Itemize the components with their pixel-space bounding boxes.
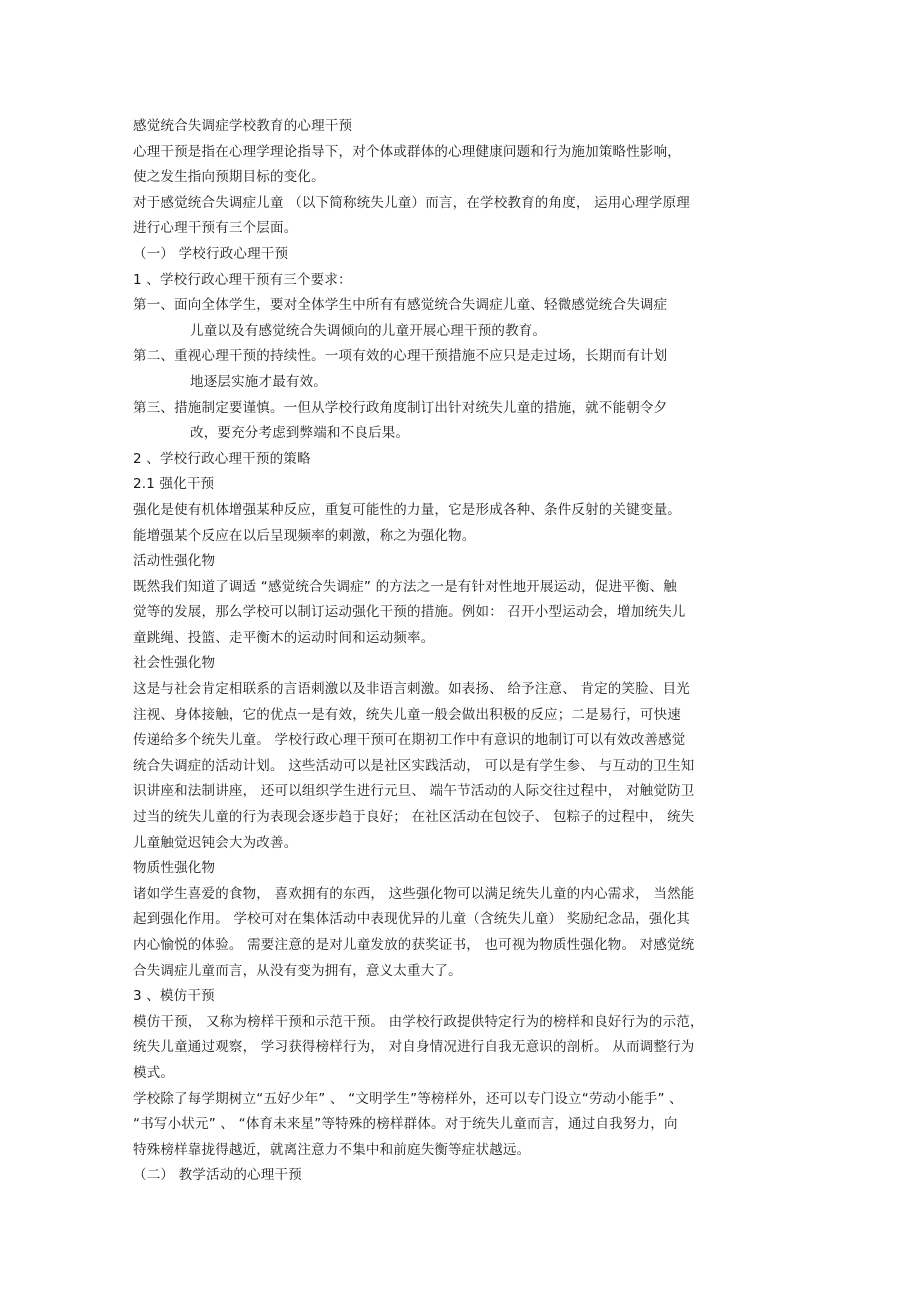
text-line: 合失调症儿童而言，从没有变为拥有，意义太重大了。 (133, 962, 462, 979)
text-line: 特殊榜样靠拢得越近，就离注意力不集中和前庭失衡等症状越远。 (133, 1141, 531, 1158)
text-line: 地逐层实施才最有效。 (190, 373, 327, 390)
text-line: 过当的统失儿童的行为表现会逐步趋于良好； 在社区活动在包饺子、 包粽子的过程中， 统失 (133, 809, 695, 826)
text-line: 觉等的发展，那么学校可以制订运动强化干预的措施。例如： 召开小型运动会，增加统失儿 (133, 604, 686, 621)
text-line: 儿童触觉迟钝会大为改善。 (133, 834, 298, 851)
text-line: 童跳绳、投篮、走平衡木的运动时间和运动频率。 (133, 629, 435, 646)
text-line: 活动性强化物 (133, 553, 216, 570)
text-line: 第三、措施制定要谨慎。一但从学校行政角度制订出针对统失儿童的措施，就不能朝令夕 (133, 399, 668, 416)
text-line: 第一、面向全体学生，要对全体学生中所有有感觉统合失调症儿童、轻微感觉统合失调症 (133, 297, 668, 314)
text-line: 统合失调症的活动计划。 这些活动可以是社区实践活动， 可以是有学生参、 与互动的卫生知 (133, 757, 695, 774)
text-line: 起到强化作用。 学校可对在集体活动中表现优异的儿童（含统失儿童） 奖励纪念品，强化其 (133, 911, 690, 928)
text-line: 既然我们知道了调适 “感觉统合失调症” 的方法之一是有针对性地开展运动，促进平衡、触 (133, 578, 677, 595)
text-line: 1 、学校行政心理干预有三个要求： (133, 271, 352, 288)
text-line: 儿童以及有感觉统合失调倾向的儿童开展心理干预的教育。 (190, 322, 547, 339)
text-line: “书写小状元” 、 “体育未来星”等特殊的榜样群体。对于统失儿童而言，通过自我努力，向 (133, 1116, 678, 1133)
text-line: 强化是使有机体增强某种反应，重复可能性的力量，它是形成各种、条件反射的关键变量。 (133, 501, 681, 518)
text-line: 注视、身体接触，它的优点一是有效，统失儿童一般会做出积极的反应；二是易行，可快速 (133, 706, 681, 723)
text-line: 对于感觉统合失调症儿童 （以下简称统失儿童）而言，在学校教育的角度， 运用心理学原理 (133, 194, 690, 211)
document-body (133, 114, 773, 1189)
text-line: 心理干预是指在心理学理论指导下，对个体或群体的心理健康问题和行为施加策略性影响， (133, 143, 681, 160)
text-line: 诸如学生喜爱的食物， 喜欢拥有的东西， 这些强化物可以满足统失儿童的内心需求， 当然能 (133, 885, 695, 902)
text-line: 物质性强化物 (133, 860, 216, 877)
text-line: 改，要充分考虑到弊端和不良后果。 (190, 425, 410, 442)
text-line: （一） 学校行政心理干预 (133, 245, 289, 262)
text-line: 2 、学校行政心理干预的策略 (133, 450, 311, 467)
text-line: 传递给多个统失儿童。 学校行政心理干预可在期初工作中有意识的地制订可以有效改善感觉 (133, 732, 686, 749)
text-line: 使之发生指向预期目标的变化。 (133, 169, 325, 186)
text-line: 统失儿童通过观察， 学习获得榜样行为， 对自身情况进行自我无意识的剖析。 从而调整行为 (133, 1039, 695, 1056)
text-line: 学校除了每学期树立“五好少年” 、 “文明学生”等榜样外，还可以专门设立“劳动小能手” 、 (133, 1090, 683, 1107)
text-line: （二） 教学活动的心理干预 (133, 1167, 302, 1184)
text-line: 这是与社会肯定相联系的言语刺激以及非语言刺激。如表扬、 给予注意、 肯定的笑脸、目光 (133, 681, 690, 698)
document-title: 感觉统合失调症学校教育的心理干预 (133, 118, 353, 134)
text-line: 社会性强化物 (133, 655, 216, 672)
text-line: 进行心理干预有三个层面。 (133, 220, 298, 237)
text-line: 识讲座和法制讲座， 还可以组织学生进行元旦、 端午节活动的人际交往过程中， 对触觉防卫 (133, 783, 695, 800)
text-line: 3 、模仿干预 (133, 988, 215, 1005)
text-line: 2.1 强化干预 (133, 476, 215, 493)
text-line: 内心愉悦的体验。 需要注意的是对儿童发放的获奖证书， 也可视为物质性强化物。 对感觉统 (133, 937, 695, 953)
text-line: 模式。 (133, 1064, 175, 1081)
text-line: 模仿干预， 又称为榜样干预和示范干预。 由学校行政提供特定行为的榜样和良好行为的示范， (133, 1013, 704, 1030)
text-line: 能增强某个反应在以后呈现频率的刺激，称之为强化物。 (133, 527, 476, 544)
text-line: 第二、重视心理干预的持续性。一项有效的心理干预措施不应只是走过场，长期而有计划 (133, 348, 668, 365)
